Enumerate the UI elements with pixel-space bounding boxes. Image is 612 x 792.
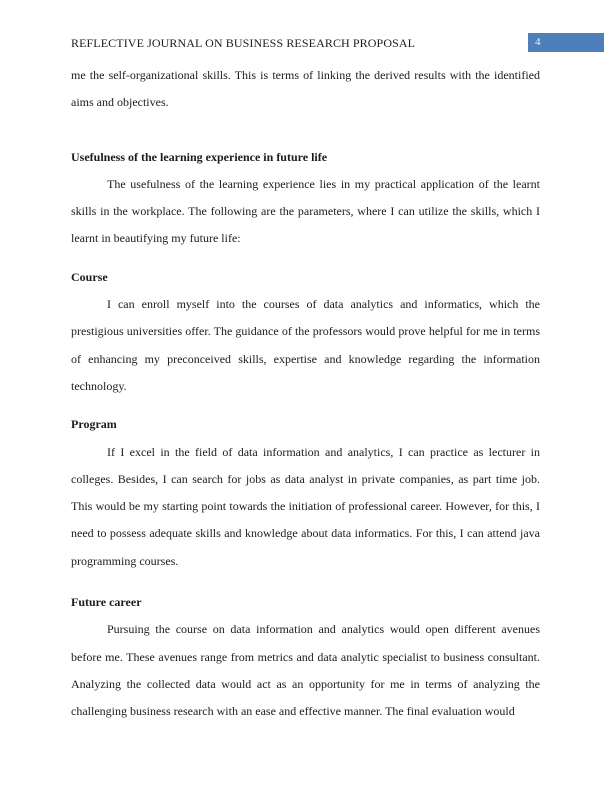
body-paragraph: Pursuing the course on data information and analytics would open different avenues before me. These avenues range from metrics and data analytic specialist to business consultant. Analyzing the collected data would act as an opportunity for me in terms of analyzing the challenging business research with an ease and effective manner. The final evaluation would (71, 622, 540, 719)
running-head-title: REFLECTIVE JOURNAL ON BUSINESS RESEARCH PROPOSAL (71, 36, 416, 50)
page-number: 4 (535, 36, 541, 48)
body-paragraph: I can enroll myself into the courses of data analytics and informatics, which the prestigious universities offer. The guidance of the professors would prove helpful for me in terms of enhancing my preconceived skills, expertise and knowledge regarding the information technology. (71, 297, 540, 393)
body-paragraph: The usefulness of the learning experience lies in my practical application of the learnt skills in the workplace. The following are the parameters, where I can utilize the skills, which I learnt in beautifying my future life: (71, 176, 540, 246)
section-heading: Future career (71, 595, 142, 610)
section-heading: Program (71, 417, 117, 432)
page-number-badge (528, 33, 604, 52)
body-paragraph: me the self-organizational skills. This is terms of linking the derived results with the identified aims and objectives. (71, 68, 540, 110)
body-paragraph: If I excel in the field of data information and analytics, I can practice as lecturer in colleges. Besides, I can search for jobs as data analyst in private companies, as part time job. This would be my starting point towards the initiation of professional career. However, for this, I need to possess adequate skills and knowledge about data informatics. For this, I can attend java programming courses. (71, 444, 540, 568)
document-body (71, 62, 540, 726)
section-heading: Usefulness of the learning experience in future life (71, 149, 328, 164)
section-heading: Course (71, 269, 108, 284)
